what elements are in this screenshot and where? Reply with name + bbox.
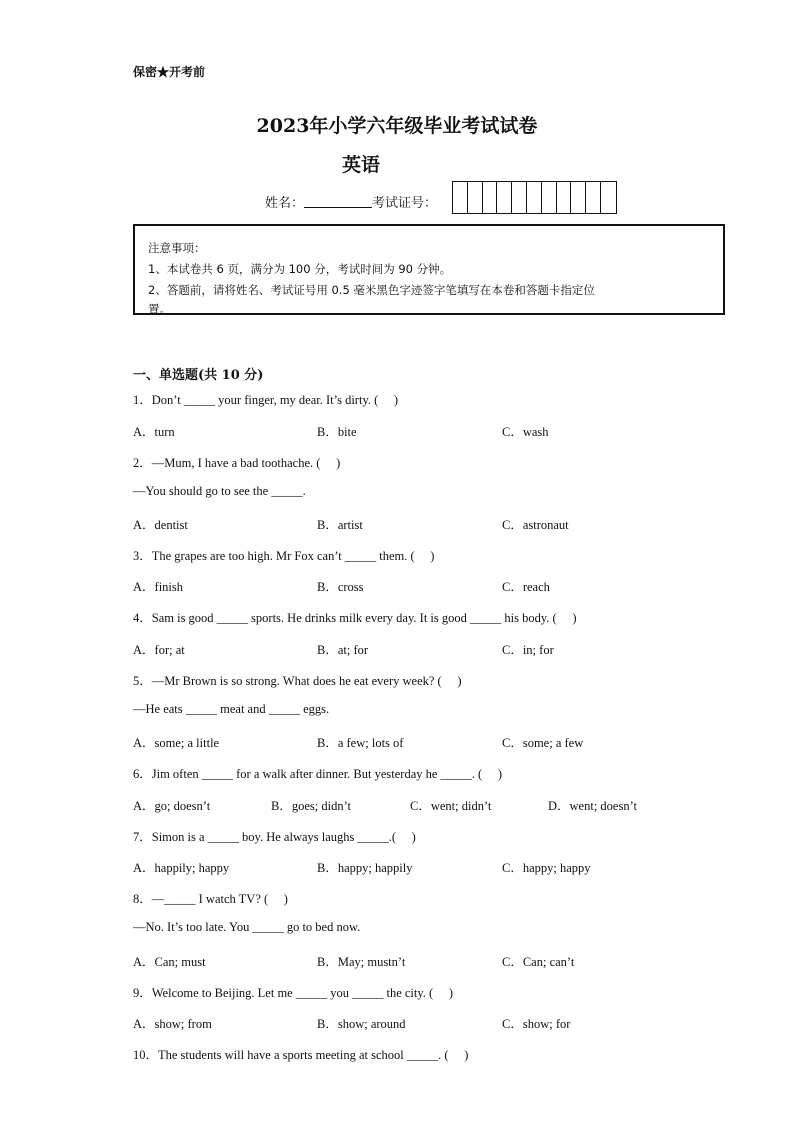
option-a: A．happily; happy <box>133 861 230 875</box>
subject-title: 英语 <box>342 154 381 176</box>
question-stem: 10．The students will have a sports meeting at school _____. ( ) <box>133 1048 469 1062</box>
question-stem: 9．Welcome to Beijing. Let me _____ you _____ the city. ( ) <box>133 986 453 1000</box>
question-stem: 2．—Mum, I have a bad toothache. ( ) <box>133 456 341 470</box>
exam-title: 2023年小学六年级毕业考试试卷 <box>256 115 538 137</box>
option-b: B．goes; didn’t <box>271 799 351 813</box>
option-a: A．turn <box>133 425 175 439</box>
id-digit-box[interactable] <box>542 182 557 213</box>
name-row <box>265 192 437 211</box>
question-stem-reply: —You should go to see the _____. <box>133 484 306 498</box>
option-b: B．a few; lots of <box>317 736 404 750</box>
question-stem-reply: —No. It’s too late. You _____ go to bed now. <box>133 920 361 934</box>
option-a: A．show; from <box>133 1017 212 1031</box>
option-d: D．went; doesn’t <box>548 799 637 813</box>
option-a: A．Can; must <box>133 955 206 969</box>
option-a: A．dentist <box>133 518 188 532</box>
option-a: A．finish <box>133 580 184 594</box>
id-digit-box[interactable] <box>497 182 512 213</box>
id-digit-box[interactable] <box>453 182 468 213</box>
option-c: C．show; for <box>502 1017 571 1031</box>
question-stem: 4．Sam is good _____ sports. He drinks milk every day. It is good _____ his body. ( ) <box>133 611 577 625</box>
question-stem: 6．Jim often _____ for a walk after dinner. But yesterday he _____. ( ) <box>133 767 503 781</box>
id-digit-box[interactable] <box>571 182 586 213</box>
option-b: B．May; mustn’t <box>317 955 406 969</box>
option-c: C．reach <box>502 580 550 594</box>
option-c: C．Can; can’t <box>502 955 575 969</box>
option-b: B．happy; happily <box>317 861 413 875</box>
id-digit-box[interactable] <box>483 182 498 213</box>
question-stem: 1．Don’t _____ your finger, my dear. It’s dirty. ( ) <box>133 393 399 407</box>
id-digit-box[interactable] <box>527 182 542 213</box>
option-b: B．artist <box>317 518 363 532</box>
id-digit-box[interactable] <box>601 182 616 213</box>
exam-id-boxes[interactable] <box>452 181 617 214</box>
option-a: A．for; at <box>133 643 185 657</box>
option-c: C．wash <box>502 425 549 439</box>
id-digit-box[interactable] <box>512 182 527 213</box>
notice-box <box>133 224 725 315</box>
option-b: B．bite <box>317 425 357 439</box>
notice-line-1: 1、本试卷共 6 页，满分为 100 分，考试时间为 90 分钟。 <box>148 262 452 276</box>
option-b: B．at; for <box>317 643 369 657</box>
option-c: C．some; a few <box>502 736 584 750</box>
option-c: C．in; for <box>502 643 554 657</box>
question-stem: 3．The grapes are too high. Mr Fox can’t _____ them. ( ) <box>133 549 435 563</box>
name-label: 姓名： <box>265 196 305 211</box>
question-stem: 5．—Mr Brown is so strong. What does he eat every week? ( ) <box>133 674 462 688</box>
id-digit-box[interactable] <box>468 182 483 213</box>
notice-line-3: 置。 <box>148 302 171 316</box>
question-stem: 8．—_____ I watch TV? ( ) <box>133 892 288 906</box>
section-title: 一、单选题(共 10 分) <box>133 368 264 383</box>
option-a: A．some; a little <box>133 736 220 750</box>
exam-id-label: 考试证号： <box>372 196 438 211</box>
name-field[interactable] <box>304 195 372 208</box>
option-c: C．happy; happy <box>502 861 591 875</box>
id-digit-box[interactable] <box>557 182 572 213</box>
question-stem: 7．Simon is a _____ boy. He always laughs _____.( ) <box>133 830 416 844</box>
option-b: B．show; around <box>317 1017 406 1031</box>
notice-line-2: 2、答题前，请将姓名、考试证号用 0.5 毫米黑色字迹签字笔填写在本卷和答题卡指定位 <box>148 283 595 297</box>
option-c: C．astronaut <box>502 518 569 532</box>
id-digit-box[interactable] <box>586 182 601 213</box>
notice-heading: 注意事项： <box>148 241 206 255</box>
confidential-label: 保密★开考前 <box>133 65 206 79</box>
option-a: A．go; doesn’t <box>133 799 211 813</box>
option-b: B．cross <box>317 580 364 594</box>
question-stem-reply: —He eats _____ meat and _____ eggs. <box>133 702 330 716</box>
option-c: C．went; didn’t <box>410 799 492 813</box>
